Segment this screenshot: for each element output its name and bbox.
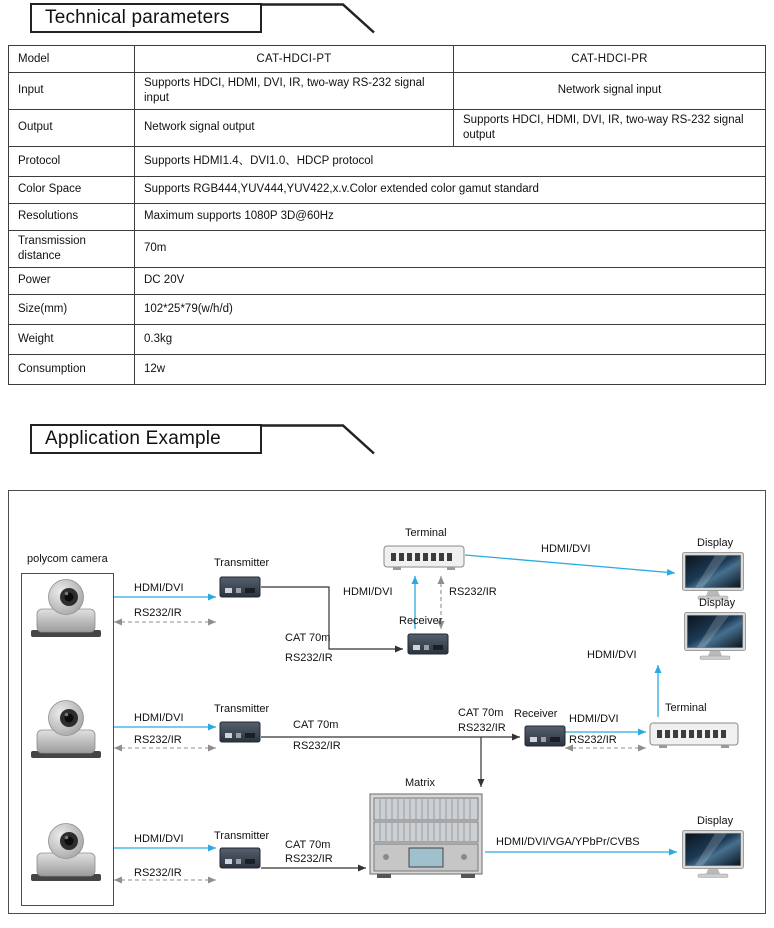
receiver-label-2: Receiver <box>514 708 558 720</box>
connection-label-rs232-ir: RS232/IR <box>285 652 333 664</box>
application-title-box <box>30 424 262 454</box>
value-cell: 70m <box>135 230 766 267</box>
connection-label-cat-70m: CAT 70m <box>285 839 331 851</box>
table-row-input <box>9 73 766 110</box>
header-tail-icon <box>261 424 379 456</box>
polycom-camera-label: polycom camera <box>27 553 108 565</box>
display-label-1: Display <box>697 537 734 549</box>
input-pr: Network signal input <box>454 73 766 110</box>
matrix-icon <box>369 791 483 884</box>
connection-label-hdmi-dvi: HDMI/DVI <box>134 712 184 724</box>
value-cell: Supports HDMI1.4、DVI1.0、HDCP protocol <box>135 146 766 176</box>
table-row-resolutions <box>9 203 766 230</box>
connection-label-rs232-ir: RS232/IR <box>134 734 182 746</box>
connection-label-rs232-ir: RS232/IR <box>134 607 182 619</box>
display-label-2: Display <box>699 597 736 609</box>
row-label: Output <box>9 109 135 146</box>
output-pr: Supports HDCI, HDMI, DVI, IR, two-way RS-232 signal output <box>454 109 766 146</box>
receiver-icon-1 <box>407 631 449 662</box>
row-label: Input <box>9 73 135 110</box>
model-pt: CAT-HDCI-PT <box>135 46 454 73</box>
technical-parameters-table <box>8 45 766 385</box>
row-label: Consumption <box>9 354 135 384</box>
value-cell: 12w <box>135 354 766 384</box>
display-label-3: Display <box>697 815 734 827</box>
table-row-power <box>9 267 766 294</box>
row-label: Size(mm) <box>9 294 135 324</box>
value-cell: Maximum supports 1080P 3D@60Hz <box>135 203 766 230</box>
connection-label-hdmi-dvi: HDMI/DVI <box>134 582 184 594</box>
row-label: Power <box>9 267 135 294</box>
application-diagram <box>8 490 766 914</box>
camera-icon-2 <box>26 698 106 765</box>
technical-title: Technical parameters <box>45 7 230 28</box>
row-label: Resolutions <box>9 203 135 230</box>
table-row-distance <box>9 230 766 267</box>
table-row-protocol <box>9 146 766 176</box>
hdmi-line-terminal1-display1 <box>465 555 675 573</box>
table-row-colorspace <box>9 176 766 203</box>
connection-label-hdmi-dvi: HDMI/DVI <box>343 586 393 598</box>
connection-label-hdmi-dvi: HDMI/DVI <box>569 713 619 725</box>
table-row-size <box>9 294 766 324</box>
terminal-label-1: Terminal <box>405 527 447 539</box>
row-label: Model <box>9 46 135 73</box>
connection-label-rs232-ir: RS232/IR <box>449 586 497 598</box>
transmitter-icon-3 <box>219 845 261 876</box>
terminal-label-2: Terminal <box>665 702 707 714</box>
matrix-label: Matrix <box>405 777 435 789</box>
table-row-model <box>9 46 766 73</box>
transmitter-icon-1 <box>219 574 261 605</box>
table-row-consumption <box>9 354 766 384</box>
row-label: Weight <box>9 324 135 354</box>
terminal-icon-1 <box>383 543 465 578</box>
input-pt: Supports HDCI, HDMI, DVI, IR, two-way RS-232 signal input <box>135 73 454 110</box>
transmitter-label-2: Transmitter <box>214 703 270 715</box>
connection-label-cat-70m: CAT 70m <box>458 707 504 719</box>
connection-label-hdmi-dvi: HDMI/DVI <box>541 543 591 555</box>
display-icon-2 <box>683 611 747 666</box>
receiver-icon-2 <box>524 723 566 754</box>
transmitter-label-1: Transmitter <box>214 557 270 569</box>
value-cell: Supports RGB444,YUV444,YUV422,x.v.Color extended color gamut standard <box>135 176 766 203</box>
connection-label-rs232-ir: RS232/IR <box>293 740 341 752</box>
value-cell: DC 20V <box>135 267 766 294</box>
connection-label-rs232-ir: RS232/IR <box>285 853 333 865</box>
connection-label-cat-70m: CAT 70m <box>285 632 331 644</box>
output-pt: Network signal output <box>135 109 454 146</box>
terminal-icon-2 <box>649 719 739 756</box>
technical-title-box <box>30 3 262 33</box>
connection-label-rs232-ir: RS232/IR <box>458 722 506 734</box>
receiver-label-1: Receiver <box>399 615 443 627</box>
connection-label-rs232-ir: RS232/IR <box>569 734 617 746</box>
transmitter-icon-2 <box>219 719 261 750</box>
row-label: Transmission distance <box>9 230 135 267</box>
header-tail-icon <box>261 3 379 35</box>
value-cell: 102*25*79(w/h/d) <box>135 294 766 324</box>
row-label: Color Space <box>9 176 135 203</box>
application-title: Application Example <box>45 428 221 449</box>
camera-icon-1 <box>26 577 106 644</box>
row-label: Protocol <box>9 146 135 176</box>
table-row-output <box>9 109 766 146</box>
value-cell: 0.3kg <box>135 324 766 354</box>
camera-icon-3 <box>26 821 106 888</box>
connection-label-hdmi-dvi: HDMI/DVI <box>587 649 637 661</box>
connection-label-hdmi-dvi: HDMI/DVI <box>134 833 184 845</box>
connection-label-cat-70m: CAT 70m <box>293 719 339 731</box>
connection-label-matrix-output: HDMI/DVI/VGA/YPbPr/CVBS <box>496 836 640 848</box>
display-icon-3 <box>681 829 745 884</box>
connection-label-rs232-ir: RS232/IR <box>134 867 182 879</box>
table-row-weight <box>9 324 766 354</box>
model-pr: CAT-HDCI-PR <box>454 46 766 73</box>
transmitter-label-3: Transmitter <box>214 830 270 842</box>
